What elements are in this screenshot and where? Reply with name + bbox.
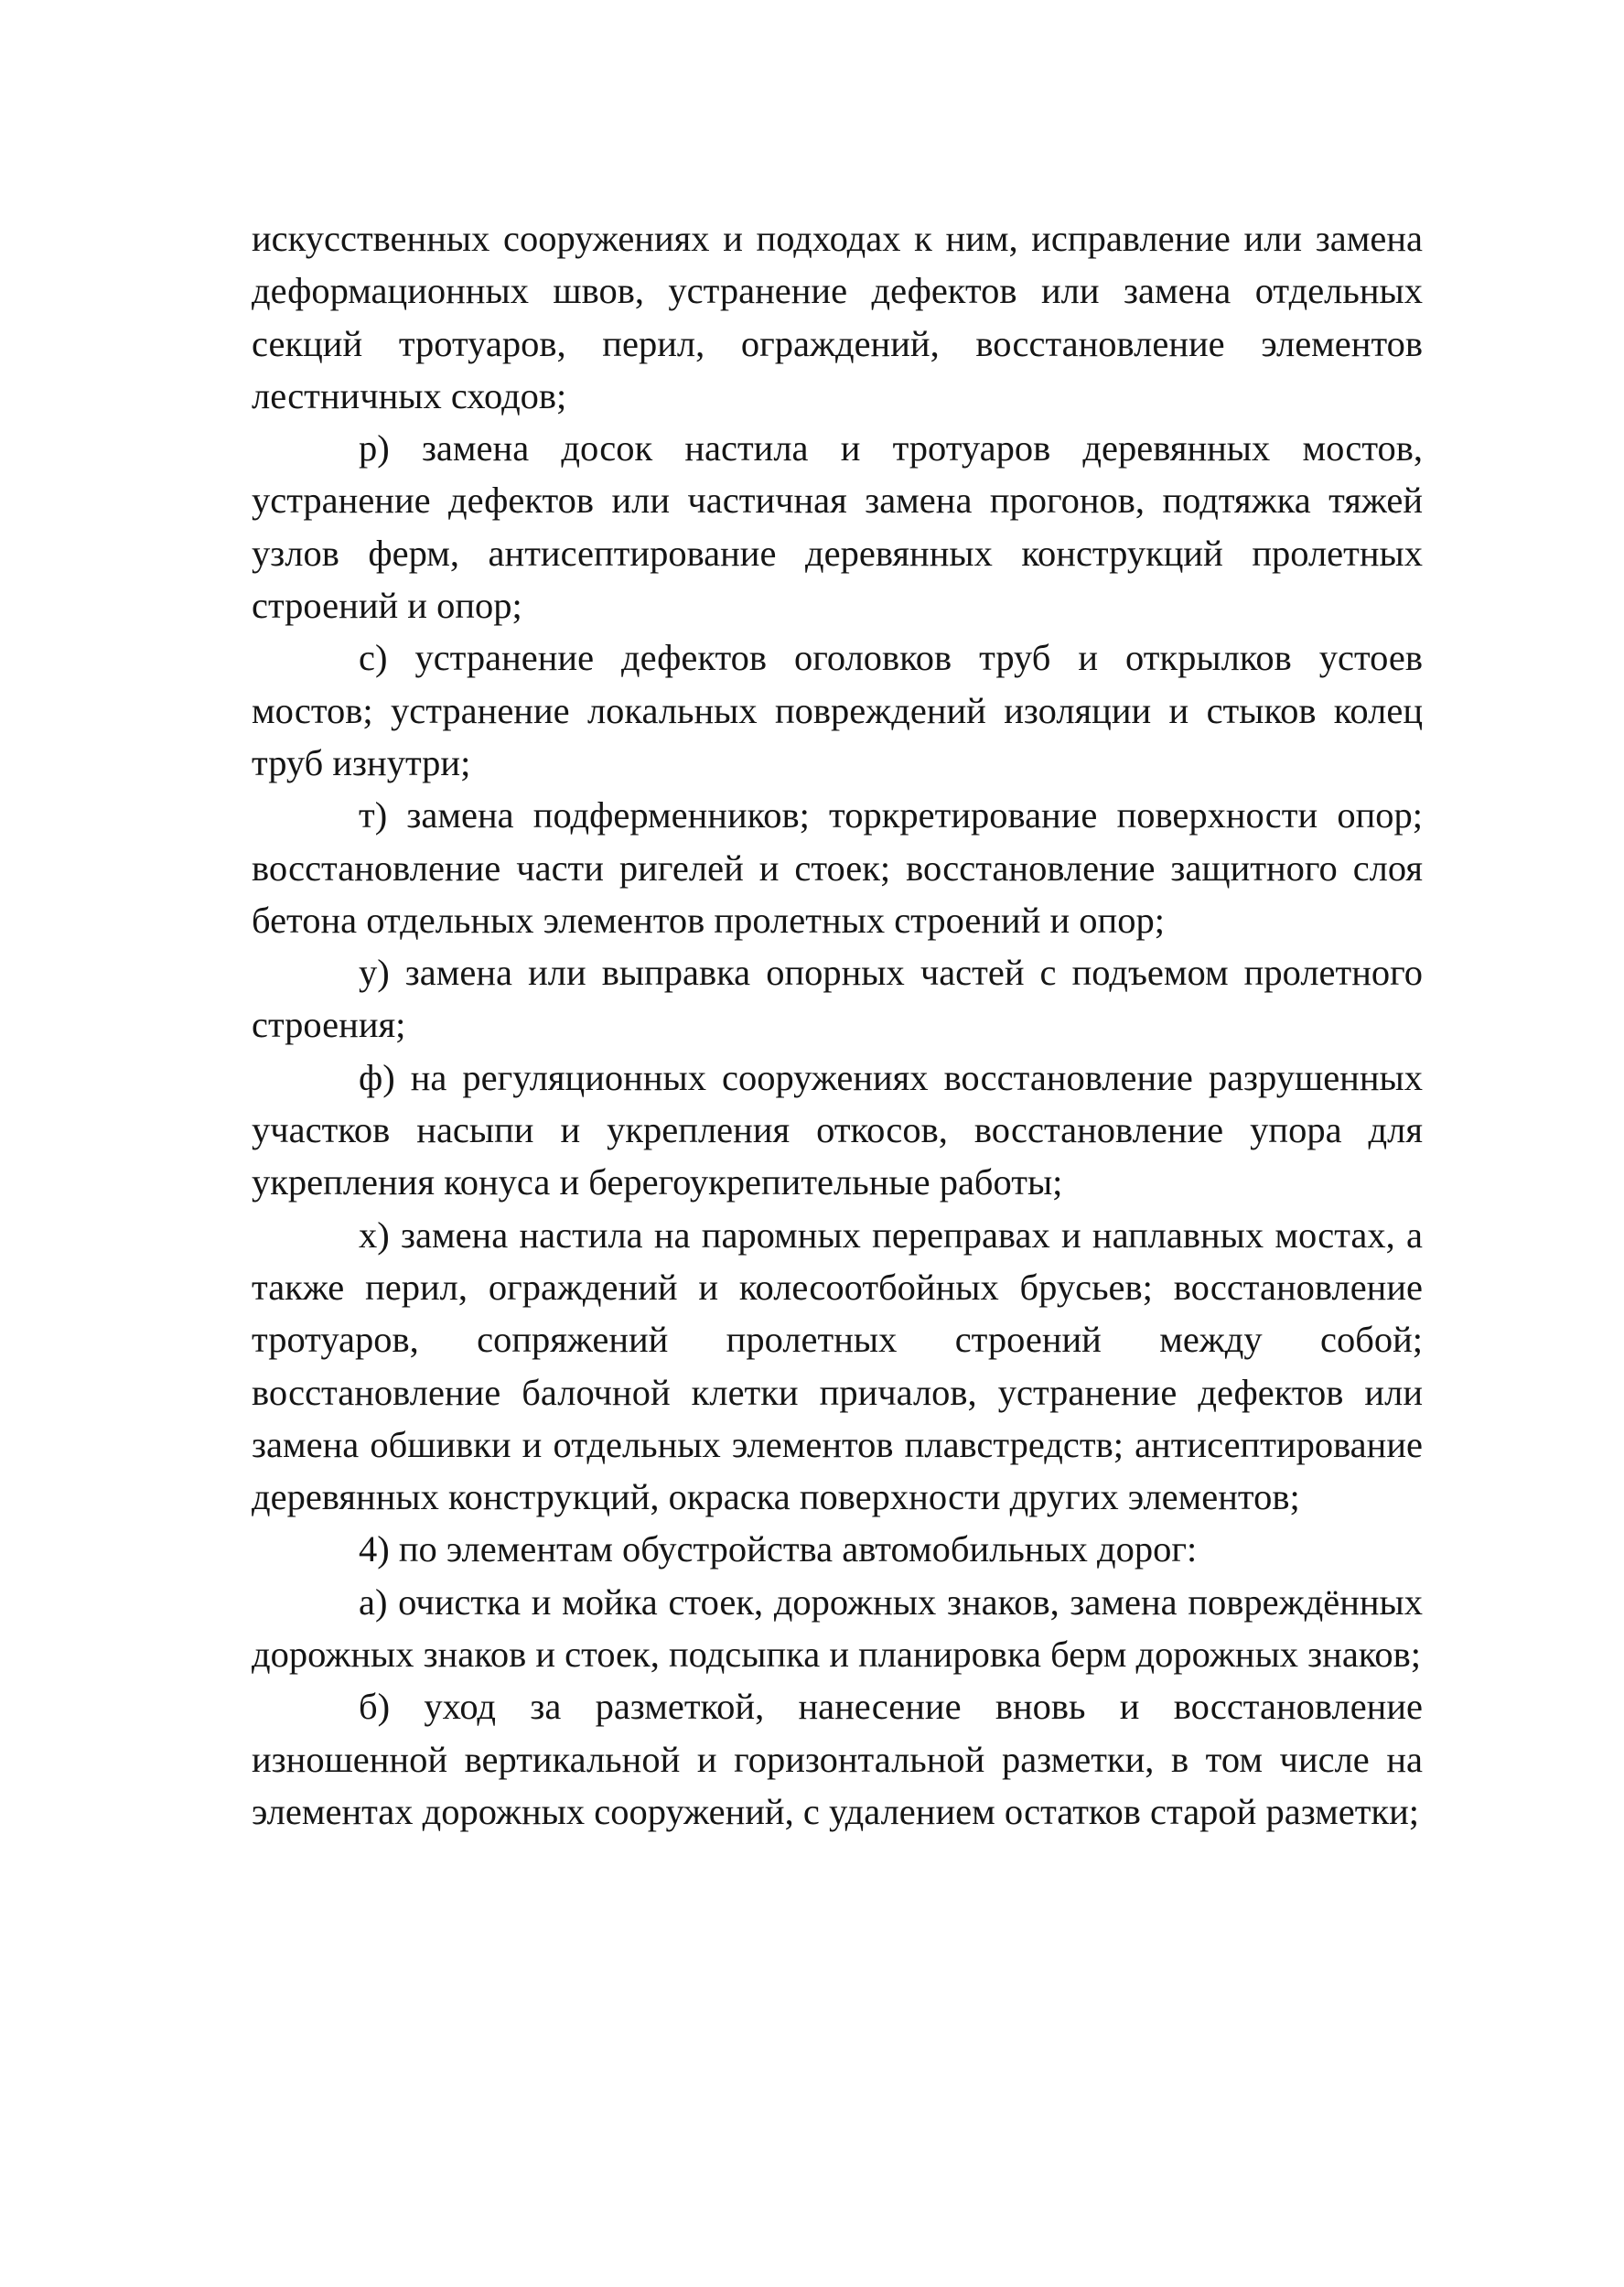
paragraph-item-u: у) замена или выправка опорных частей с подъемом пролетного строения; xyxy=(252,952,1423,1046)
paragraph-continuation: искусственных сооружениях и подходах к ним, исправление или замена деформационных швов, устранение дефектов или замена отдельных секций тротуаров, перил, ограждений, восстановление элементов лестничных сходов; xyxy=(252,218,1423,416)
document-body xyxy=(252,212,1423,1838)
paragraph-item-s: с) устранение дефектов оголовков труб и открылков устоев мостов; устранение локальных повреждений изоляции и стыков колец труб изнутри; xyxy=(252,637,1423,783)
paragraph-item-r: р) замена досок настила и тротуаров деревянных мостов, устранение дефектов или частичная замена прогонов, подтяжка тяжей узлов ферм, антисептирование деревянных конструкций пролетных строений и опор; xyxy=(252,427,1423,627)
paragraph-section-4: 4) по элементам обустройства автомобильных дорог: xyxy=(359,1528,1198,1570)
paragraph-item-t: т) замена подферменников; торкретирование поверхности опор; восстановление части ригелей и стоек; восстановление защитного слоя бетона отдельных элементов пролетных строений и опор; xyxy=(252,794,1423,941)
paragraph-item-f: ф) на регуляционных сооружениях восстановление разрушенных участков насыпи и укрепления откосов, восстановление упора для укрепления конуса и берегоукрепительные работы; xyxy=(252,1056,1423,1203)
paragraph-item-a: а) очистка и мойка стоек, дорожных знаков, замена повреждённых дорожных знаков и стоек, подсыпка и планировка берм дорожных знаков; xyxy=(252,1580,1423,1676)
paragraph-item-kh: х) замена настила на паромных переправах и наплавных мостах, а также перил, ограждений и колесоотбойных брусьев; восстановление тротуаров, сопряжений пролетных строений между собой; восстановление балочной клетки причалов, устранение дефектов или замена обшивки и отдельных элементов плавстредств; антисептирование деревянных конструкций, окраска поверхности других элементов; xyxy=(252,1214,1423,1518)
paragraph-item-b: б) уход за разметкой, нанесение вновь и восстановление изношенной вертикальной и горизонтальной разметки, в том числе на элементах дорожных сооружений, с удалением остатков старой разметки; xyxy=(252,1686,1423,1832)
